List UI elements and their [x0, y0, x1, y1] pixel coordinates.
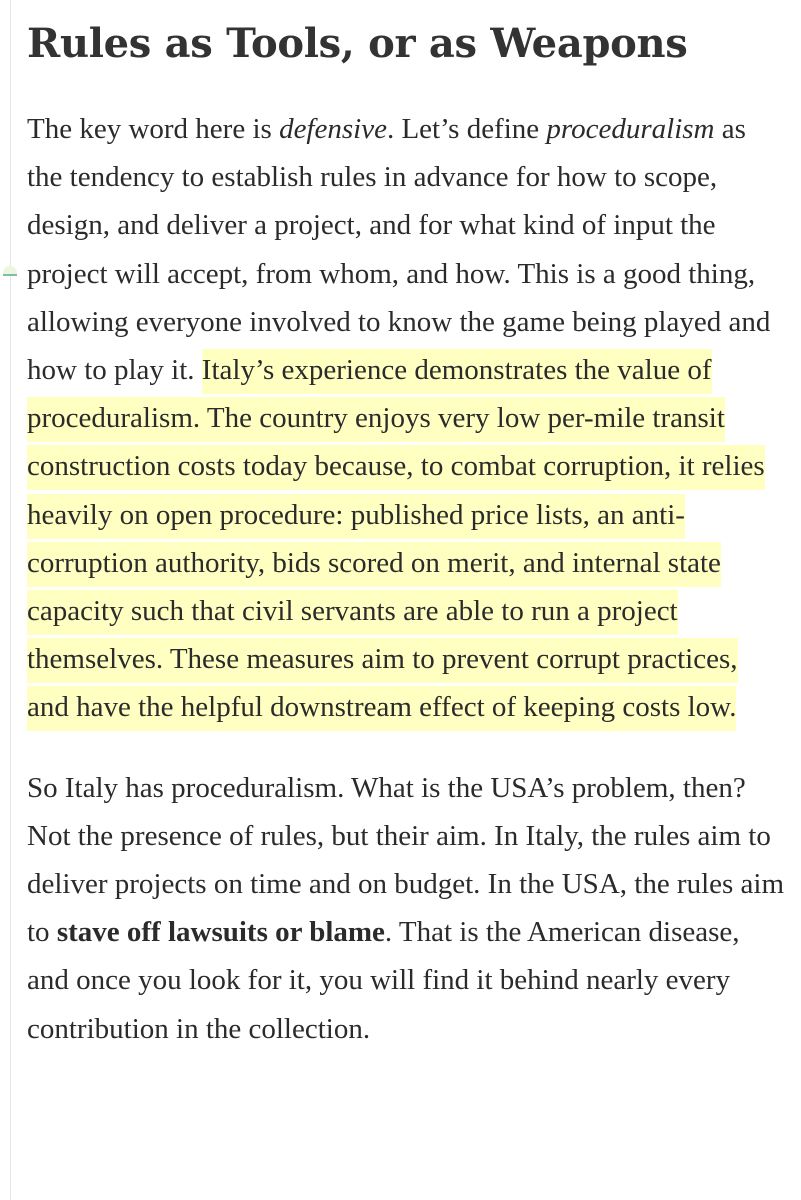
paragraph-text: The key word here is: [27, 113, 280, 145]
paragraph-proceduralism: [27, 105, 785, 732]
highlighted-passage[interactable]: Italy’s experience demonstrates the value of proceduralism. The country enjoys very low per-mile transit construction costs today because, to combat corruption, it relies heavily on open procedure: published price lists, an anti-corruption authority, bids scored on merit, and internal state capacity such that civil servants are able to run a project themselves. These measures aim to prevent corrupt practices, and have the helpful downstream effect of keeping costs low.: [27, 349, 765, 731]
paragraph-text: So Italy has proceduralism. What is the USA’s problem, then? Not the presence of rules, but their aim. In Italy, the rules aim to deliver projects on time and on budget. In the USA, the rules aim to: [27, 771, 785, 949]
paragraph-text: as the tendency to establish rules in advance for how to scope, design, and deliver a project, and for what kind of input the project will accept, from whom, and how. This is a good thing, allowing everyone involved to know the game being played and how to play it.: [27, 113, 771, 387]
paragraph-american-disease: [27, 764, 785, 1053]
left-margin-rule: [10, 0, 11, 1200]
emphasis-proceduralism: proceduralism: [546, 113, 715, 145]
section-heading: Rules as Tools, or as Weapons: [27, 20, 688, 67]
emphasis-defensive: defensive: [279, 113, 387, 145]
paragraph-text: . Let’s define: [386, 113, 547, 145]
annotation-marker-icon[interactable]: [3, 266, 17, 276]
paragraph-text: . That is the American disease, and once you look for it, you will find it behind nearly every contribution in the collection.: [27, 916, 740, 1045]
article-body: [27, 14, 785, 1053]
bold-phrase: stave off lawsuits or blame: [56, 916, 385, 949]
